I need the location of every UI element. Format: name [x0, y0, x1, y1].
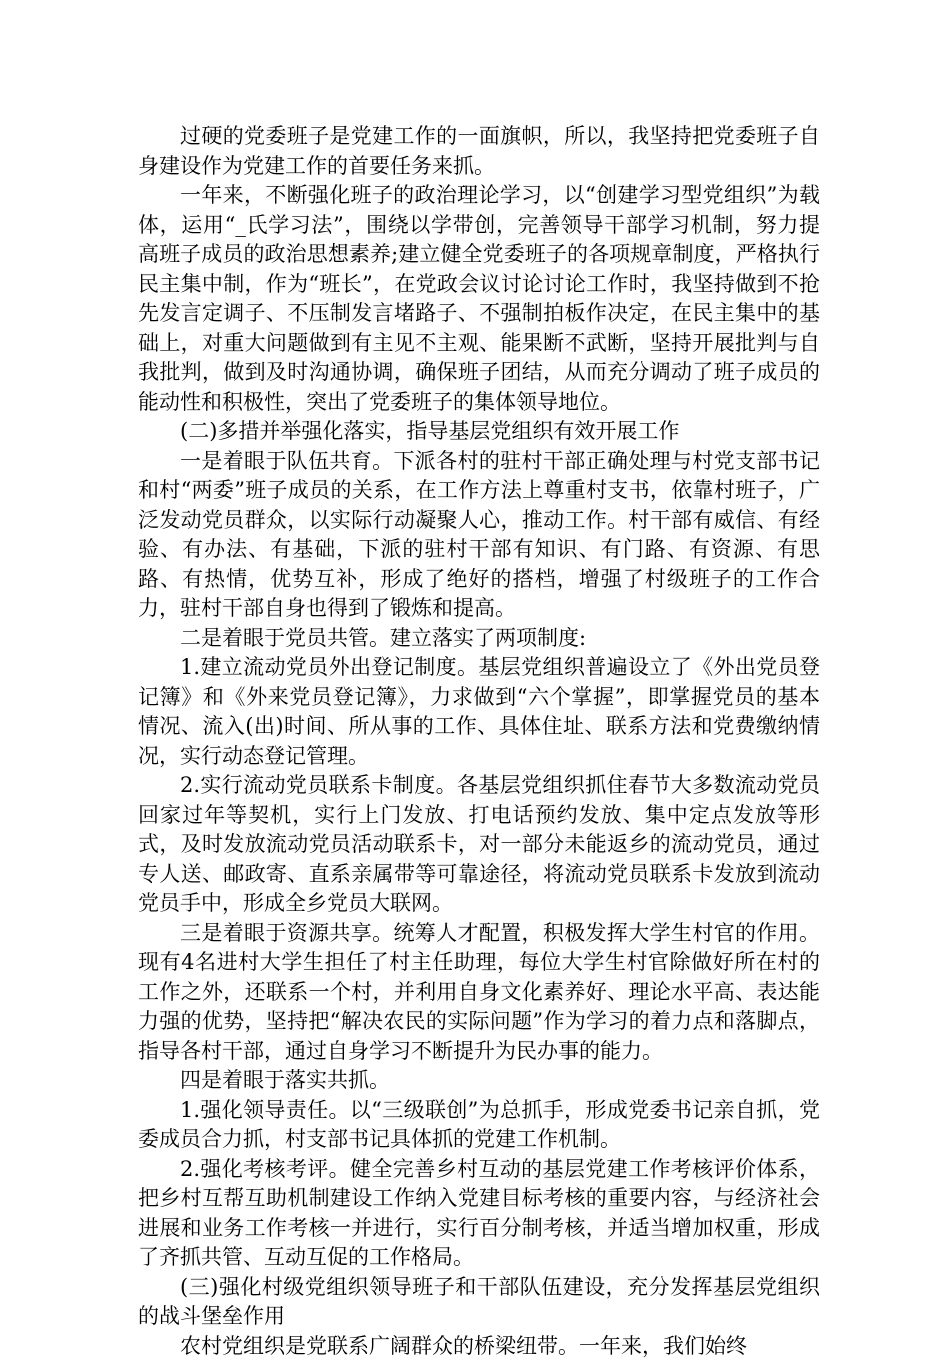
paragraph-2: 一年来，不断强化班子的政治理论学习，以“创建学习型党组织”为载体，运用“_氏学习法”，围绕以学带创，完善领导干部学习机制，努力提高班子成员的政治思想素养;建立健全党委班子的各项规章制度，严格执行民主集中制，作为“班长”，在党政会议讨论讨论工作时，我坚持做到不抢先发言定调子、不压制发言堵路子、不强制拍板作决定，在民主集中的基础上，对重大问题做到有主见不主观、能果断不武断，坚持开展批判与自我批判，做到及时沟通协调，确保班子团结，从而充分调动了班子成员的能动性和积极性，突出了党委班子的集体领导地位。 — [138, 181, 820, 417]
section-heading-3: (三)强化村级党组织领导班子和干部队伍建设，充分发挥基层党组织的战斗堡垒作用 — [138, 1273, 820, 1332]
section-heading-2: (二)多措并举强化落实，指导基层党组织有效开展工作 — [138, 417, 820, 447]
paragraph-1: 过硬的党委班子是党建工作的一面旗帜，所以，我坚持把党委班子自身建设作为党建工作的首要任务来抓。 — [138, 122, 820, 181]
paragraph-5: 1.建立流动党员外出登记制度。基层党组织普遍设立了《外出党员登记簿》和《外来党员登记簿》，力求做到“六个掌握”，即掌握党员的基本情况、流入(出)时间、所从事的工作、具体住址、联系方法和党费缴纳情况，实行动态登记管理。 — [138, 653, 820, 771]
paragraph-11: 农村党组织是党联系广阔群众的桥梁纽带。一年来，我们始终 — [138, 1332, 820, 1361]
paragraph-7: 三是着眼于资源共享。统筹人才配置，积极发挥大学生村官的作用。现有4名进村大学生担任了村主任助理，每位大学生村官除做好所在村的工作之外，还联系一个村，并利用自身文化素养好、理论水平高、表达能力强的优势，坚持把“解决农民的实际问题”作为学习的着力点和落脚点，指导各村干部，通过自身学习不断提升为民办事的能力。 — [138, 919, 820, 1067]
paragraph-10: 2.强化考核考评。健全完善乡村互动的基层党建工作考核评价体系，把乡村互帮互助机制建设工作纳入党建目标考核的重要内容，与经济社会进展和业务工作考核一并进行，实行百分制考核，并适当增加权重，形成了齐抓共管、互动互促的工作格局。 — [138, 1155, 820, 1273]
paragraph-6: 2.实行流动党员联系卡制度。各基层党组织抓住春节大多数流动党员回家过年等契机，实行上门发放、打电话预约发放、集中定点发放等形式，及时发放流动党员活动联系卡，对一部分未能返乡的流动党员，通过专人送、邮政寄、直系亲属带等可靠途径，将流动党员联系卡发放到流动党员手中，形成全乡党员大联网。 — [138, 771, 820, 919]
paragraph-3: 一是着眼于队伍共育。下派各村的驻村干部正确处理与村党支部书记和村“两委”班子成员的关系，在工作方法上尊重村支书，依靠村班子，广泛发动党员群众，以实际行动凝聚人心，推动工作。村干部有威信、有经验、有办法、有基础，下派的驻村干部有知识、有门路、有资源、有思路、有热情，优势互补，形成了绝好的搭档，增强了村级班子的工作合力，驻村干部自身也得到了锻炼和提高。 — [138, 447, 820, 624]
paragraph-8: 四是着眼于落实共抓。 — [138, 1066, 820, 1096]
document-body — [138, 122, 820, 1361]
paragraph-9: 1.强化领导责任。以“三级联创”为总抓手，形成党委书记亲自抓，党委成员合力抓，村支部书记具体抓的党建工作机制。 — [138, 1096, 820, 1155]
paragraph-4: 二是着眼于党员共管。建立落实了两项制度: — [138, 624, 820, 654]
